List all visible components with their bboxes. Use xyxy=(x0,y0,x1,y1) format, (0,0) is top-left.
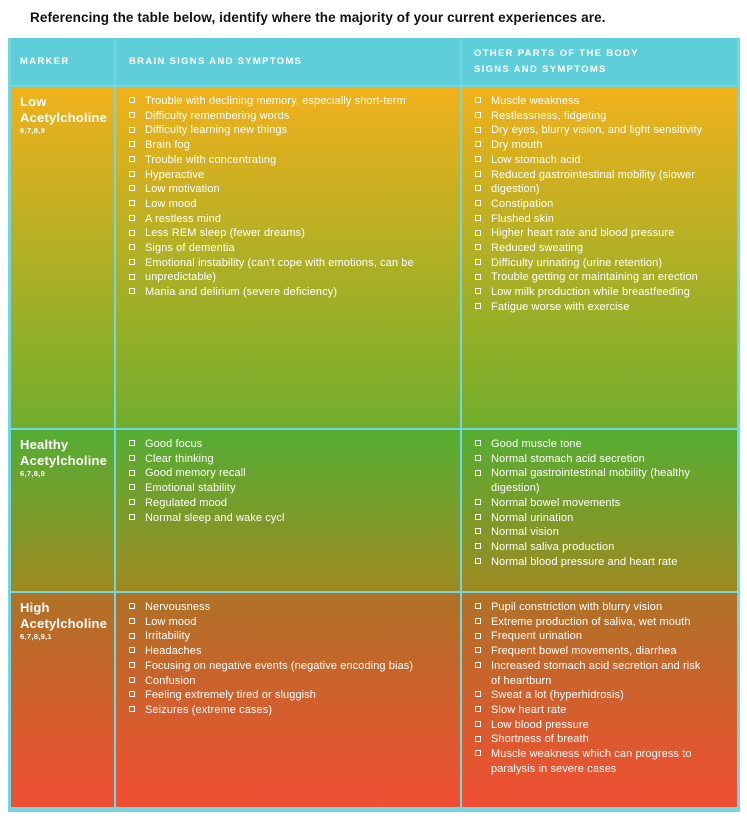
checkbox-icon[interactable] xyxy=(129,499,135,505)
column-header-other-body-signs xyxy=(462,38,737,85)
symptom-item xyxy=(475,644,729,659)
symptom-text: Difficulty urinating (urine retention) xyxy=(491,256,663,269)
symptom-text: Low mood xyxy=(145,615,197,628)
symptom-text: Good memory recall xyxy=(145,467,246,480)
symptom-item xyxy=(475,123,729,138)
symptom-text: Normal gastrointestinal mobility (healthy xyxy=(491,467,691,480)
checkbox-icon[interactable] xyxy=(475,185,481,191)
checkbox-icon[interactable] xyxy=(475,618,481,624)
symptom-item xyxy=(475,182,729,197)
symptom-text: Clear thinking xyxy=(145,452,214,465)
marker-reference-numbers: 6,7,8,9,1 xyxy=(20,632,52,641)
checkbox-icon[interactable] xyxy=(129,274,135,280)
symptom-item xyxy=(129,212,452,227)
checkbox-icon[interactable] xyxy=(129,112,135,118)
symptom-text: Normal blood pressure and heart rate xyxy=(491,555,678,568)
checkbox-icon[interactable] xyxy=(475,558,481,564)
marker-name: Healthy Acetylcholine xyxy=(20,437,108,468)
checkbox-icon[interactable] xyxy=(129,662,135,668)
symptom-text: Flushed skin xyxy=(491,212,554,225)
symptom-text: Difficulty remembering words xyxy=(145,109,290,122)
symptom-item xyxy=(129,437,452,452)
body-symptoms-cell xyxy=(462,430,737,591)
symptom-item xyxy=(129,674,452,689)
symptom-item xyxy=(129,182,452,197)
symptom-text: Pupil constriction with blurry vision xyxy=(491,601,663,613)
symptom-item xyxy=(475,762,729,777)
symptom-item xyxy=(129,123,452,138)
checkbox-icon[interactable] xyxy=(129,156,135,162)
symptom-text: Trouble getting or maintaining an erection xyxy=(491,271,698,284)
symptom-text: Constipation xyxy=(491,197,554,210)
symptom-item xyxy=(475,285,729,300)
symptom-item xyxy=(475,496,729,511)
symptom-text: Difficulty learning new things xyxy=(145,124,288,137)
symptom-text: Good focus xyxy=(145,438,203,450)
symptom-item xyxy=(129,256,452,271)
checkbox-icon[interactable] xyxy=(475,141,481,147)
symptom-item xyxy=(129,659,452,674)
symptom-text: Frequent bowel movements, diarrhea xyxy=(491,645,677,658)
symptom-text: Mania and delirium (severe deficiency) xyxy=(145,286,338,299)
symptom-text: A restless mind xyxy=(145,212,222,225)
symptom-text: Normal urination xyxy=(491,511,574,524)
symptom-item xyxy=(475,94,729,109)
marker-name: Low Acetylcholine xyxy=(20,94,108,125)
symptom-item xyxy=(475,481,729,496)
body-symptoms-cell xyxy=(462,593,737,807)
symptom-text: Confusion xyxy=(145,674,196,687)
checkbox-icon[interactable] xyxy=(475,303,481,309)
symptom-text: Trouble with concentrating xyxy=(145,153,277,166)
symptom-text: Focusing on negative events (negative encoding bias) xyxy=(145,659,414,672)
symptom-text: Muscle weakness xyxy=(491,95,580,107)
checkbox-icon[interactable] xyxy=(475,171,481,177)
checkbox-icon[interactable] xyxy=(129,230,135,236)
checkbox-icon[interactable] xyxy=(129,127,135,133)
checkbox-icon[interactable] xyxy=(475,97,481,103)
checkbox-icon[interactable] xyxy=(129,647,135,653)
symptom-text: Low mood xyxy=(145,197,197,210)
checkbox-icon[interactable] xyxy=(475,736,481,742)
symptom-item xyxy=(129,94,452,109)
symptom-item xyxy=(475,555,729,570)
symptom-text: digestion) xyxy=(491,183,540,196)
symptom-text: Irritability xyxy=(145,630,191,643)
checkbox-icon[interactable] xyxy=(129,455,135,461)
symptom-item xyxy=(129,452,452,467)
checkbox-icon[interactable] xyxy=(129,618,135,624)
symptom-item xyxy=(475,270,729,285)
symptom-item xyxy=(475,168,729,183)
symptom-item xyxy=(475,600,729,615)
symptom-item xyxy=(475,212,729,227)
symptom-item xyxy=(475,437,729,452)
checkbox-icon[interactable] xyxy=(129,141,135,147)
symptom-text: Muscle weakness which can progress to xyxy=(491,748,692,761)
symptom-text: Seizures (extreme cases) xyxy=(145,703,273,716)
checkbox-icon[interactable] xyxy=(475,499,481,505)
symptom-text: Hyperactive xyxy=(145,168,205,181)
symptom-text: Sweat a lot (hyperhidrosis) xyxy=(491,689,624,702)
checkbox-icon[interactable] xyxy=(475,288,481,294)
column-header-marker-label: MARKER xyxy=(20,55,70,67)
symptom-text: Normal stomach acid secretion xyxy=(491,452,645,465)
symptom-text: Low stomach acid xyxy=(491,153,581,166)
column-header-other-body-line2: SIGNS AND SYMPTOMS xyxy=(474,63,607,75)
checkbox-icon[interactable] xyxy=(475,244,481,250)
checkbox-icon[interactable] xyxy=(475,647,481,653)
checkbox-icon[interactable] xyxy=(475,721,481,727)
symptom-item xyxy=(129,241,452,256)
symptom-text: Brain fog xyxy=(145,139,190,152)
checkbox-icon[interactable] xyxy=(129,259,135,265)
checkbox-icon[interactable] xyxy=(475,156,481,162)
checkbox-icon[interactable] xyxy=(129,603,135,609)
checkbox-icon[interactable] xyxy=(129,288,135,294)
symptom-text: Increased stomach acid secretion and risk xyxy=(491,659,701,672)
symptom-text: paralysis in severe cases xyxy=(491,762,617,775)
checkbox-icon[interactable] xyxy=(475,470,481,476)
symptom-item xyxy=(475,452,729,467)
symptom-item xyxy=(129,226,452,241)
checkbox-icon[interactable] xyxy=(129,691,135,697)
symptom-text: Regulated mood xyxy=(145,496,228,509)
brain-symptoms-cell xyxy=(116,430,460,591)
symptom-item xyxy=(475,197,729,212)
checkbox-icon[interactable] xyxy=(129,633,135,639)
symptom-item xyxy=(129,270,452,285)
brain-symptoms-cell xyxy=(116,593,460,807)
marker-reference-numbers: 6,7,8,9 xyxy=(20,469,46,478)
symptom-item xyxy=(475,674,729,689)
body-symptoms-cell xyxy=(462,87,737,428)
checkbox-icon[interactable] xyxy=(129,470,135,476)
symptom-text: Shortness of breath xyxy=(491,733,589,746)
symptom-item xyxy=(129,466,452,481)
checkbox-icon[interactable] xyxy=(129,706,135,712)
symptom-item xyxy=(475,300,729,315)
symptom-text: Fatigue worse with exercise xyxy=(491,300,630,313)
symptom-text: Signs of dementia xyxy=(145,242,235,255)
symptom-text: Good muscle tone xyxy=(491,438,582,450)
symptom-item xyxy=(129,615,452,630)
symptom-item xyxy=(129,644,452,659)
symptom-text: Low blood pressure xyxy=(491,718,589,731)
marker-reference-numbers: 6,7,8,9 xyxy=(20,126,46,135)
page-title: Referencing the table below, identify where the majority of your current experiences are. xyxy=(30,10,606,25)
checkbox-icon[interactable] xyxy=(129,514,135,520)
symptom-item xyxy=(475,659,729,674)
symptom-item xyxy=(129,600,452,615)
checkbox-icon[interactable] xyxy=(129,185,135,191)
checkbox-icon[interactable] xyxy=(475,274,481,280)
symptom-item xyxy=(475,540,729,555)
symptom-text: Normal vision xyxy=(491,526,559,539)
symptom-item xyxy=(475,226,729,241)
symptom-item xyxy=(129,138,452,153)
symptom-item xyxy=(129,481,452,496)
checkbox-icon[interactable] xyxy=(475,691,481,697)
symptom-item xyxy=(475,241,729,256)
symptom-item xyxy=(475,718,729,733)
symptom-text: Slow heart rate xyxy=(491,703,567,716)
symptom-text: Frequent urination xyxy=(491,630,583,643)
checkbox-icon[interactable] xyxy=(475,543,481,549)
checkbox-icon[interactable] xyxy=(475,259,481,265)
symptom-text: Low motivation xyxy=(145,183,220,196)
symptom-text: Dry mouth xyxy=(491,139,543,152)
checkbox-icon[interactable] xyxy=(475,528,481,534)
column-header-brain-signs xyxy=(116,38,460,85)
symptom-item xyxy=(475,525,729,540)
symptom-text: Dry eyes, blurry vision, and light sensitivity xyxy=(491,124,703,137)
marker-cell xyxy=(11,593,114,807)
checkbox-icon[interactable] xyxy=(129,215,135,221)
marker-cell xyxy=(11,87,114,428)
symptom-item xyxy=(129,109,452,124)
checkbox-icon[interactable] xyxy=(475,514,481,520)
symptom-text: of heartburn xyxy=(491,674,552,687)
symptom-text: Trouble with declining memory, especially short-term xyxy=(145,95,406,107)
symptom-item xyxy=(129,197,452,212)
symptom-item xyxy=(475,138,729,153)
symptom-item xyxy=(475,511,729,526)
symptom-item xyxy=(129,153,452,168)
checkbox-icon[interactable] xyxy=(475,603,481,609)
symptom-item xyxy=(129,496,452,511)
checkbox-icon[interactable] xyxy=(475,440,481,446)
checkbox-icon[interactable] xyxy=(475,127,481,133)
checkbox-icon[interactable] xyxy=(129,484,135,490)
symptom-item xyxy=(475,747,729,762)
symptom-text: Reduced gastrointestinal mobility (slower xyxy=(491,168,696,181)
checkbox-icon[interactable] xyxy=(475,455,481,461)
marker-cell xyxy=(11,430,114,591)
symptom-item xyxy=(129,629,452,644)
symptom-item xyxy=(475,153,729,168)
column-header-marker xyxy=(11,38,114,85)
checkbox-icon[interactable] xyxy=(475,662,481,668)
symptom-item xyxy=(475,256,729,271)
symptom-item xyxy=(129,688,452,703)
checkbox-icon[interactable] xyxy=(475,230,481,236)
column-header-other-body-line1: OTHER PARTS OF THE BODY xyxy=(474,47,639,59)
symptom-item xyxy=(475,466,729,481)
symptom-text: Normal bowel movements xyxy=(491,496,621,509)
symptom-item xyxy=(129,168,452,183)
symptom-text: Restlessness, fidgeting xyxy=(491,109,607,122)
checkbox-icon[interactable] xyxy=(129,440,135,446)
symptom-item xyxy=(475,703,729,718)
symptom-text: Low milk production while breastfeeding xyxy=(491,286,690,299)
symptom-text: Less REM sleep (fewer dreams) xyxy=(145,227,306,240)
symptom-text: Emotional instability (can't cope with emotions, can be xyxy=(145,256,414,269)
marker-name: High Acetylcholine xyxy=(20,600,108,631)
checkbox-icon[interactable] xyxy=(129,97,135,103)
symptom-text: unpredictable) xyxy=(145,271,217,284)
symptom-item xyxy=(129,511,452,526)
symptom-item xyxy=(129,703,452,718)
symptom-text: Headaches xyxy=(145,645,202,658)
checkbox-icon[interactable] xyxy=(475,215,481,221)
symptom-text: Reduced sweating xyxy=(491,242,584,255)
symptom-text: Extreme production of saliva, wet mouth xyxy=(491,615,691,628)
symptom-item xyxy=(475,615,729,630)
symptom-item xyxy=(475,688,729,703)
checkbox-icon[interactable] xyxy=(475,200,481,206)
checkbox-icon[interactable] xyxy=(129,244,135,250)
symptom-item xyxy=(475,109,729,124)
symptom-text: Normal sleep and wake cycl xyxy=(145,511,285,524)
symptom-text: Nervousness xyxy=(145,601,211,613)
symptom-item xyxy=(129,285,452,300)
acetylcholine-table xyxy=(8,38,740,812)
symptom-item xyxy=(475,732,729,747)
symptom-item xyxy=(475,629,729,644)
checkbox-icon[interactable] xyxy=(475,112,481,118)
checkbox-icon[interactable] xyxy=(129,171,135,177)
symptom-text: Feeling extremely tired or sluggish xyxy=(145,689,317,702)
symptom-text: Emotional stability xyxy=(145,482,236,495)
symptom-text: digestion) xyxy=(491,482,540,495)
checkbox-icon[interactable] xyxy=(475,633,481,639)
checkbox-icon[interactable] xyxy=(129,677,135,683)
checkbox-icon[interactable] xyxy=(475,750,481,756)
symptom-text: Higher heart rate and blood pressure xyxy=(491,227,675,240)
checkbox-icon[interactable] xyxy=(129,200,135,206)
checkbox-icon[interactable] xyxy=(475,706,481,712)
symptom-text: Normal saliva production xyxy=(491,540,615,553)
brain-symptoms-cell xyxy=(116,87,460,428)
column-header-brain-signs-label: BRAIN SIGNS AND SYMPTOMS xyxy=(129,55,303,67)
